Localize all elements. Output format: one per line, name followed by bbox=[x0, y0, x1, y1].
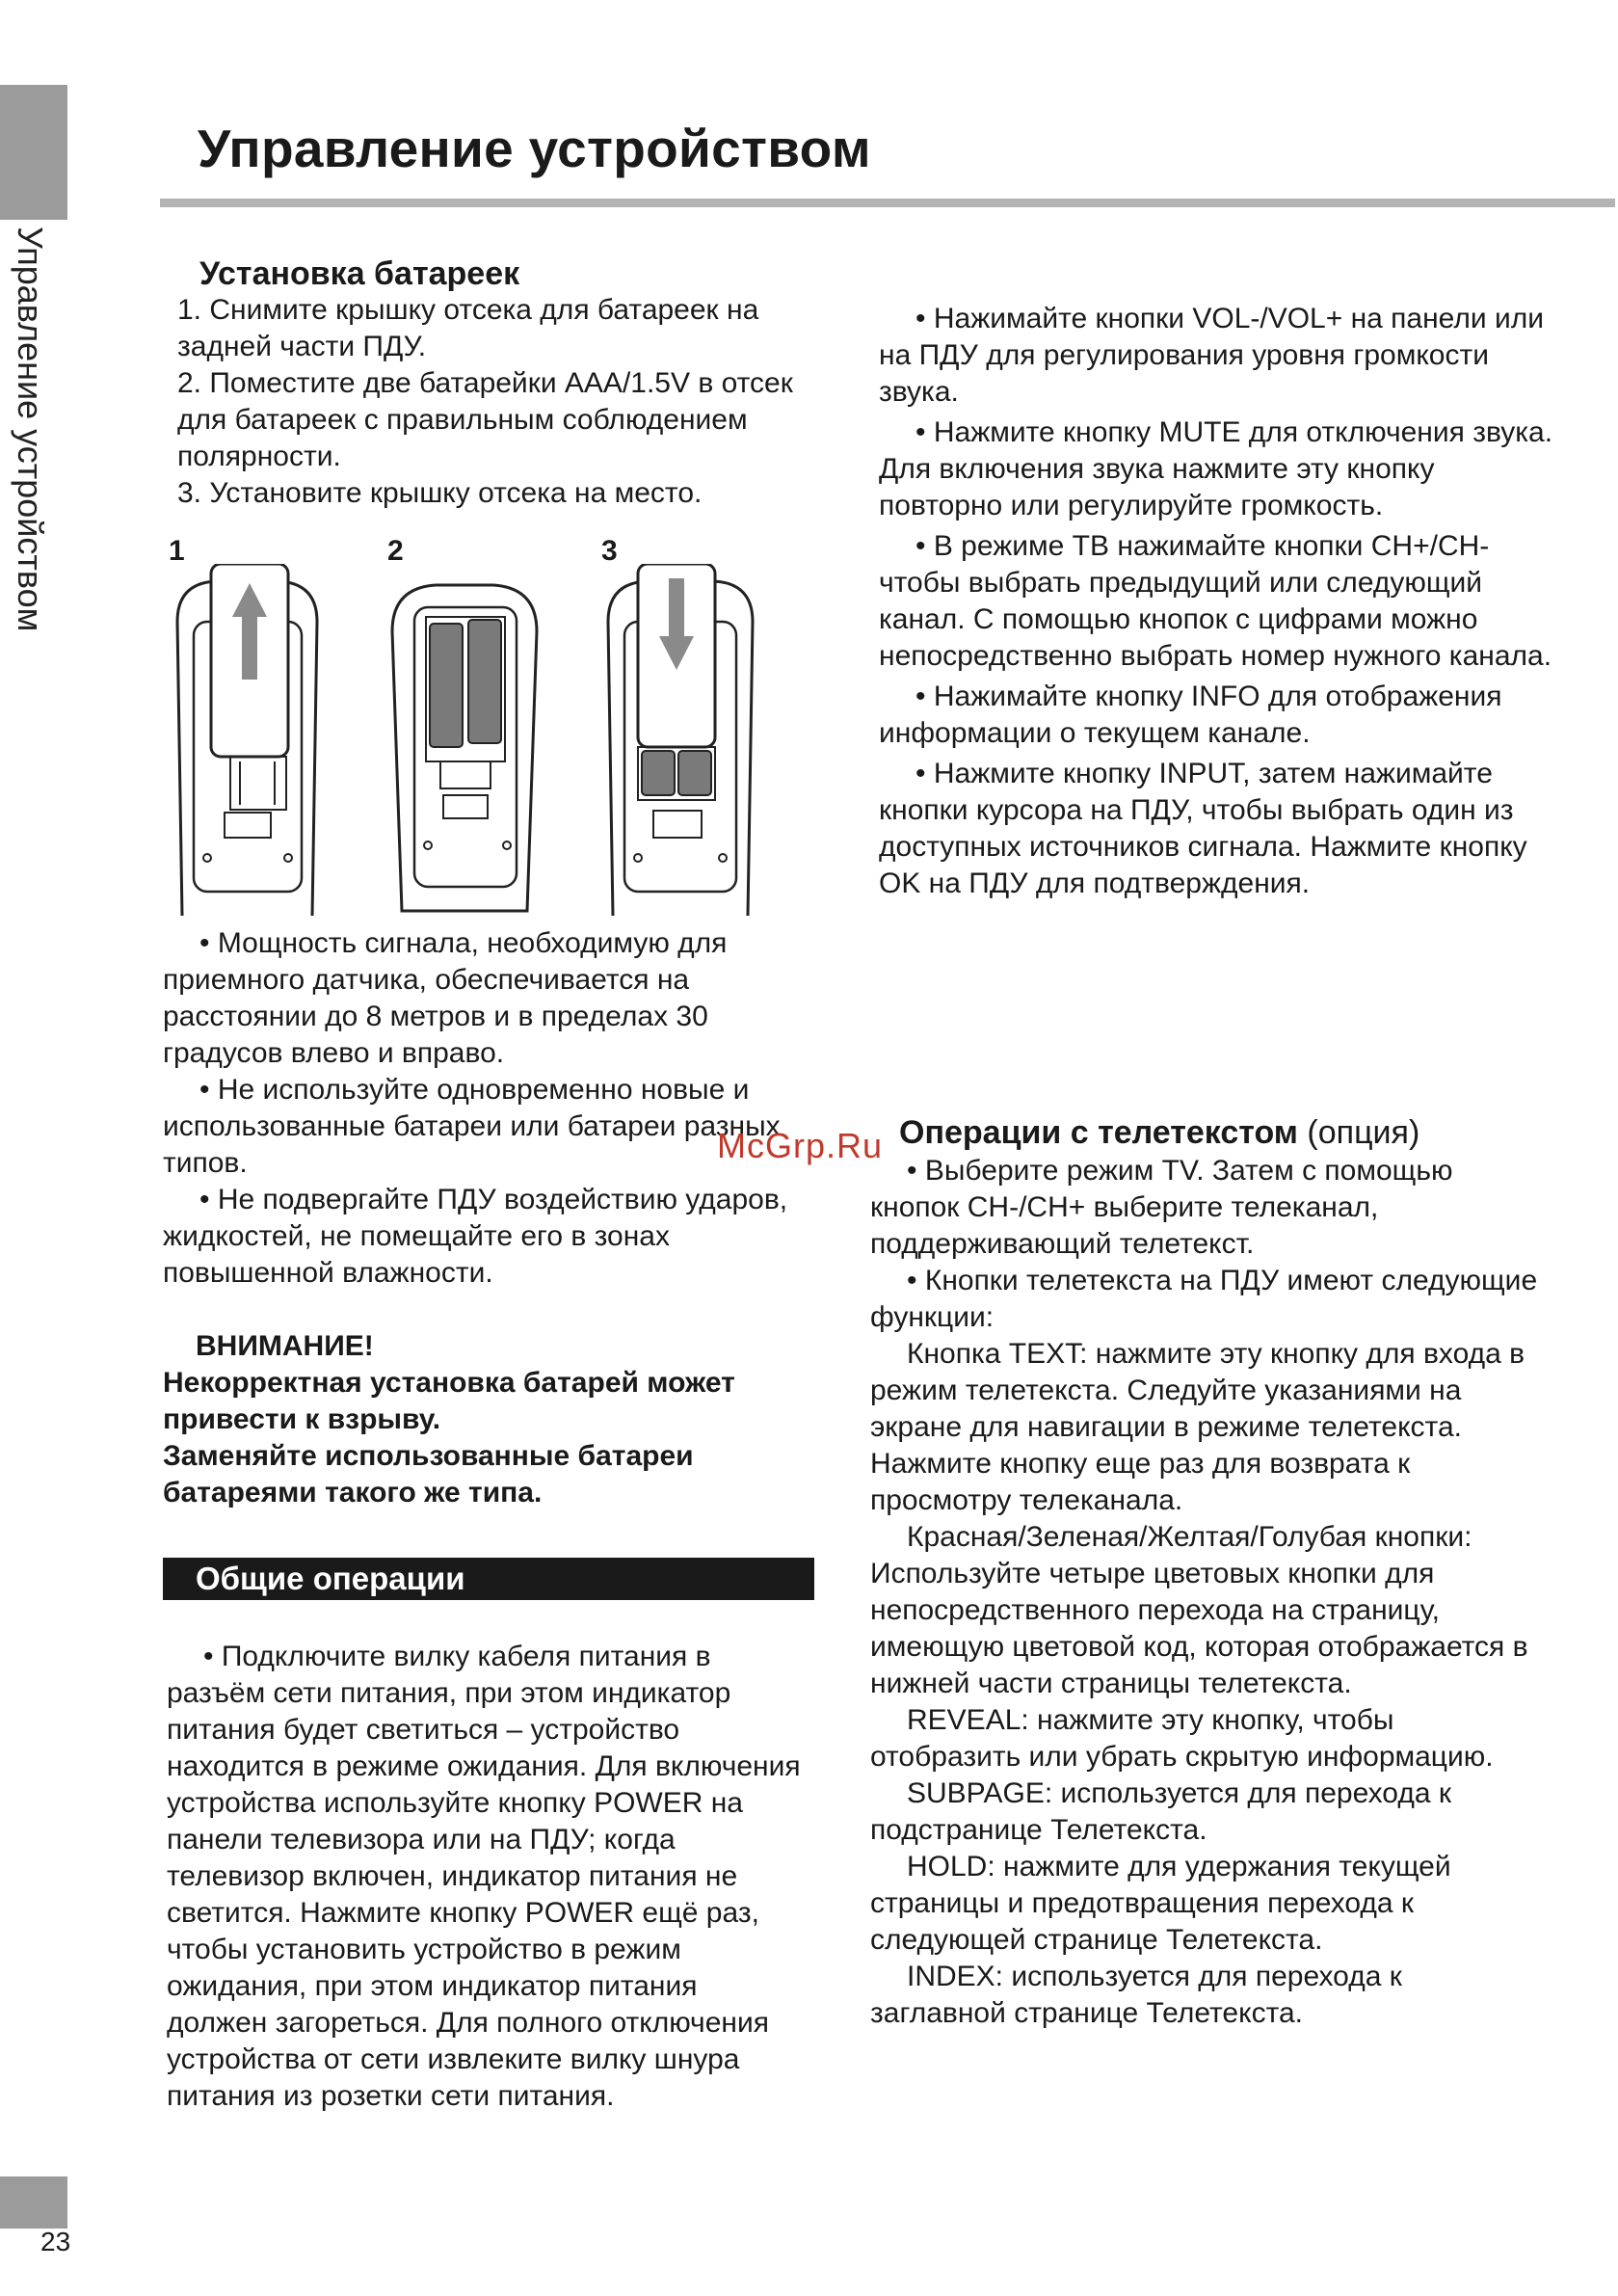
teletext-paragraph: • Кнопки телетекста на ПДУ имеют следующие функции: bbox=[870, 1265, 1538, 1333]
battery-note: • Мощность сигнала, необходимую для приемного датчика, обеспечивается на расстоянии до 8 метров и в пределах 30 градусов влево и вправо. bbox=[163, 927, 728, 1069]
title-rule bbox=[160, 199, 1615, 207]
general-bullet: • Нажимайте кнопки VOL-/VOL+ на панели или на ПДУ для регулирования уровня громкости звука. bbox=[879, 303, 1544, 408]
teletext-heading-option: (опция) bbox=[1307, 1114, 1420, 1151]
figure-label: 1 bbox=[169, 535, 185, 567]
teletext-heading-text: Операции с телетекстом bbox=[899, 1114, 1298, 1151]
teletext-paragraph: REVEAL: нажмите эту кнопку, чтобы отобразить или убрать скрытую информацию. bbox=[870, 1704, 1494, 1773]
side-section-label: Управление устройством bbox=[11, 227, 50, 632]
figure-label: 2 bbox=[387, 535, 404, 567]
warning-line: Заменяйте использованные батареи батареями такого же типа. bbox=[163, 1440, 694, 1508]
battery-heading: Установка батареек bbox=[199, 255, 520, 292]
figure-label: 3 bbox=[601, 535, 618, 567]
battery-notes bbox=[163, 925, 818, 1511]
battery-step: 2. Поместите две батарейки AAA/1.5V в отсек для батареек с правильным соблюдением полярности. bbox=[177, 367, 793, 472]
teletext-paragraph: INDEX: используется для перехода к заглавной странице Телетекста. bbox=[870, 1961, 1402, 2029]
warning-title: ВНИМАНИЕ! bbox=[196, 1330, 374, 1362]
teletext-paragraph: HOLD: нажмите для удержания текущей страницы и предотвращения перехода к следующей странице Телетекста. bbox=[870, 1851, 1451, 1956]
battery-note: • Не подвергайте ПДУ воздействию ударов, жидкостей, не помещайте его в зонах повышенной влажности. bbox=[163, 1184, 788, 1289]
general-bullet: • Нажмите кнопку MUTE для отключения звука. Для включения звука нажмите эту кнопку повторно или регулируйте громкость. bbox=[879, 416, 1553, 521]
warning-line: Некорректная установка батарей может привести к взрыву. bbox=[163, 1367, 735, 1435]
teletext-heading bbox=[870, 1112, 1545, 1153]
side-tab-marker bbox=[0, 85, 67, 220]
teletext-paragraph: Кнопка TEXT: нажмите эту кнопку для входа в режим телетекста. Следуйте указаниями на экране для навигации в режиме телетекста. Нажмите кнопку еще раз для возврата к просмотру телеканала. bbox=[870, 1338, 1525, 1516]
general-bullet: • В режиме ТВ нажимайте кнопки CH+/CH- чтобы выбрать предыдущий или следующий канал. С помощью кнопок с цифрами можно непосредственно выбрать номер нужного канала. bbox=[879, 530, 1552, 672]
power-instructions: • Подключите вилку кабеля питания в разъём сети питания, при этом индикатор питания будет светиться – устройство находится в режиме ожидания. Для включения устройства используйте кнопку POWER на панели телевизора или на ПДУ; когда телевизор включен, индикатор питания не светится. Нажмите кнопку POWER ещё раз, чтобы установить устройство в режим ожидания, при этом индикатор питания должен загореться. Для полного отключения устройства от сети извлеките вилку шнура питания из розетки сети питания. bbox=[167, 1641, 801, 2112]
battery-step: 1. Снимите крышку отсека для батареек на задней части ПДУ. bbox=[177, 294, 759, 362]
general-operations-heading: Общие операции bbox=[163, 1558, 814, 1600]
general-bullet: • Нажмите кнопку INPUT, затем нажимайте кнопки курсора на ПДУ, чтобы выбрать один из доступных источников сигнала. Нажмите кнопку OK на ПДУ для подтверждения. bbox=[879, 758, 1527, 899]
watermark: McGrp.Ru bbox=[717, 1126, 884, 1165]
teletext-section bbox=[870, 1112, 1545, 2032]
page-number-tab bbox=[0, 2176, 67, 2229]
remote-batteries-illustration bbox=[387, 564, 542, 921]
battery-note: • Не используйте одновременно новые и использованные батареи или батареи разных типов. bbox=[163, 1074, 781, 1179]
general-power-section bbox=[167, 1639, 803, 2115]
page-number: 23 bbox=[40, 2227, 71, 2256]
remote-open-cover-illustration bbox=[172, 564, 322, 921]
battery-figures bbox=[163, 535, 799, 921]
battery-step: 3. Установите крышку отсека на место. bbox=[177, 477, 703, 509]
teletext-paragraph: Красная/Зеленая/Желтая/Голубая кнопки: Используйте четыре цветовых кнопки для непосредственного перехода на страницу, имеющую цветовой код, которая отображается в нижней части страницы телетекста. bbox=[870, 1521, 1528, 1699]
teletext-paragraph: SUBPAGE: используется для перехода к подстранице Телетекста. bbox=[870, 1777, 1451, 1846]
battery-section bbox=[163, 255, 818, 512]
remote-close-cover-illustration bbox=[603, 564, 757, 921]
general-operations-list bbox=[879, 301, 1553, 902]
general-bullet: • Нажимайте кнопку INFO для отображения информации о текущем канале. bbox=[879, 681, 1502, 749]
teletext-paragraph: • Выберите режим TV. Затем с помощью кнопок CH-/CH+ выберите телеканал, поддерживающий телетекст. bbox=[870, 1155, 1453, 1260]
page-title: Управление устройством bbox=[198, 119, 871, 178]
